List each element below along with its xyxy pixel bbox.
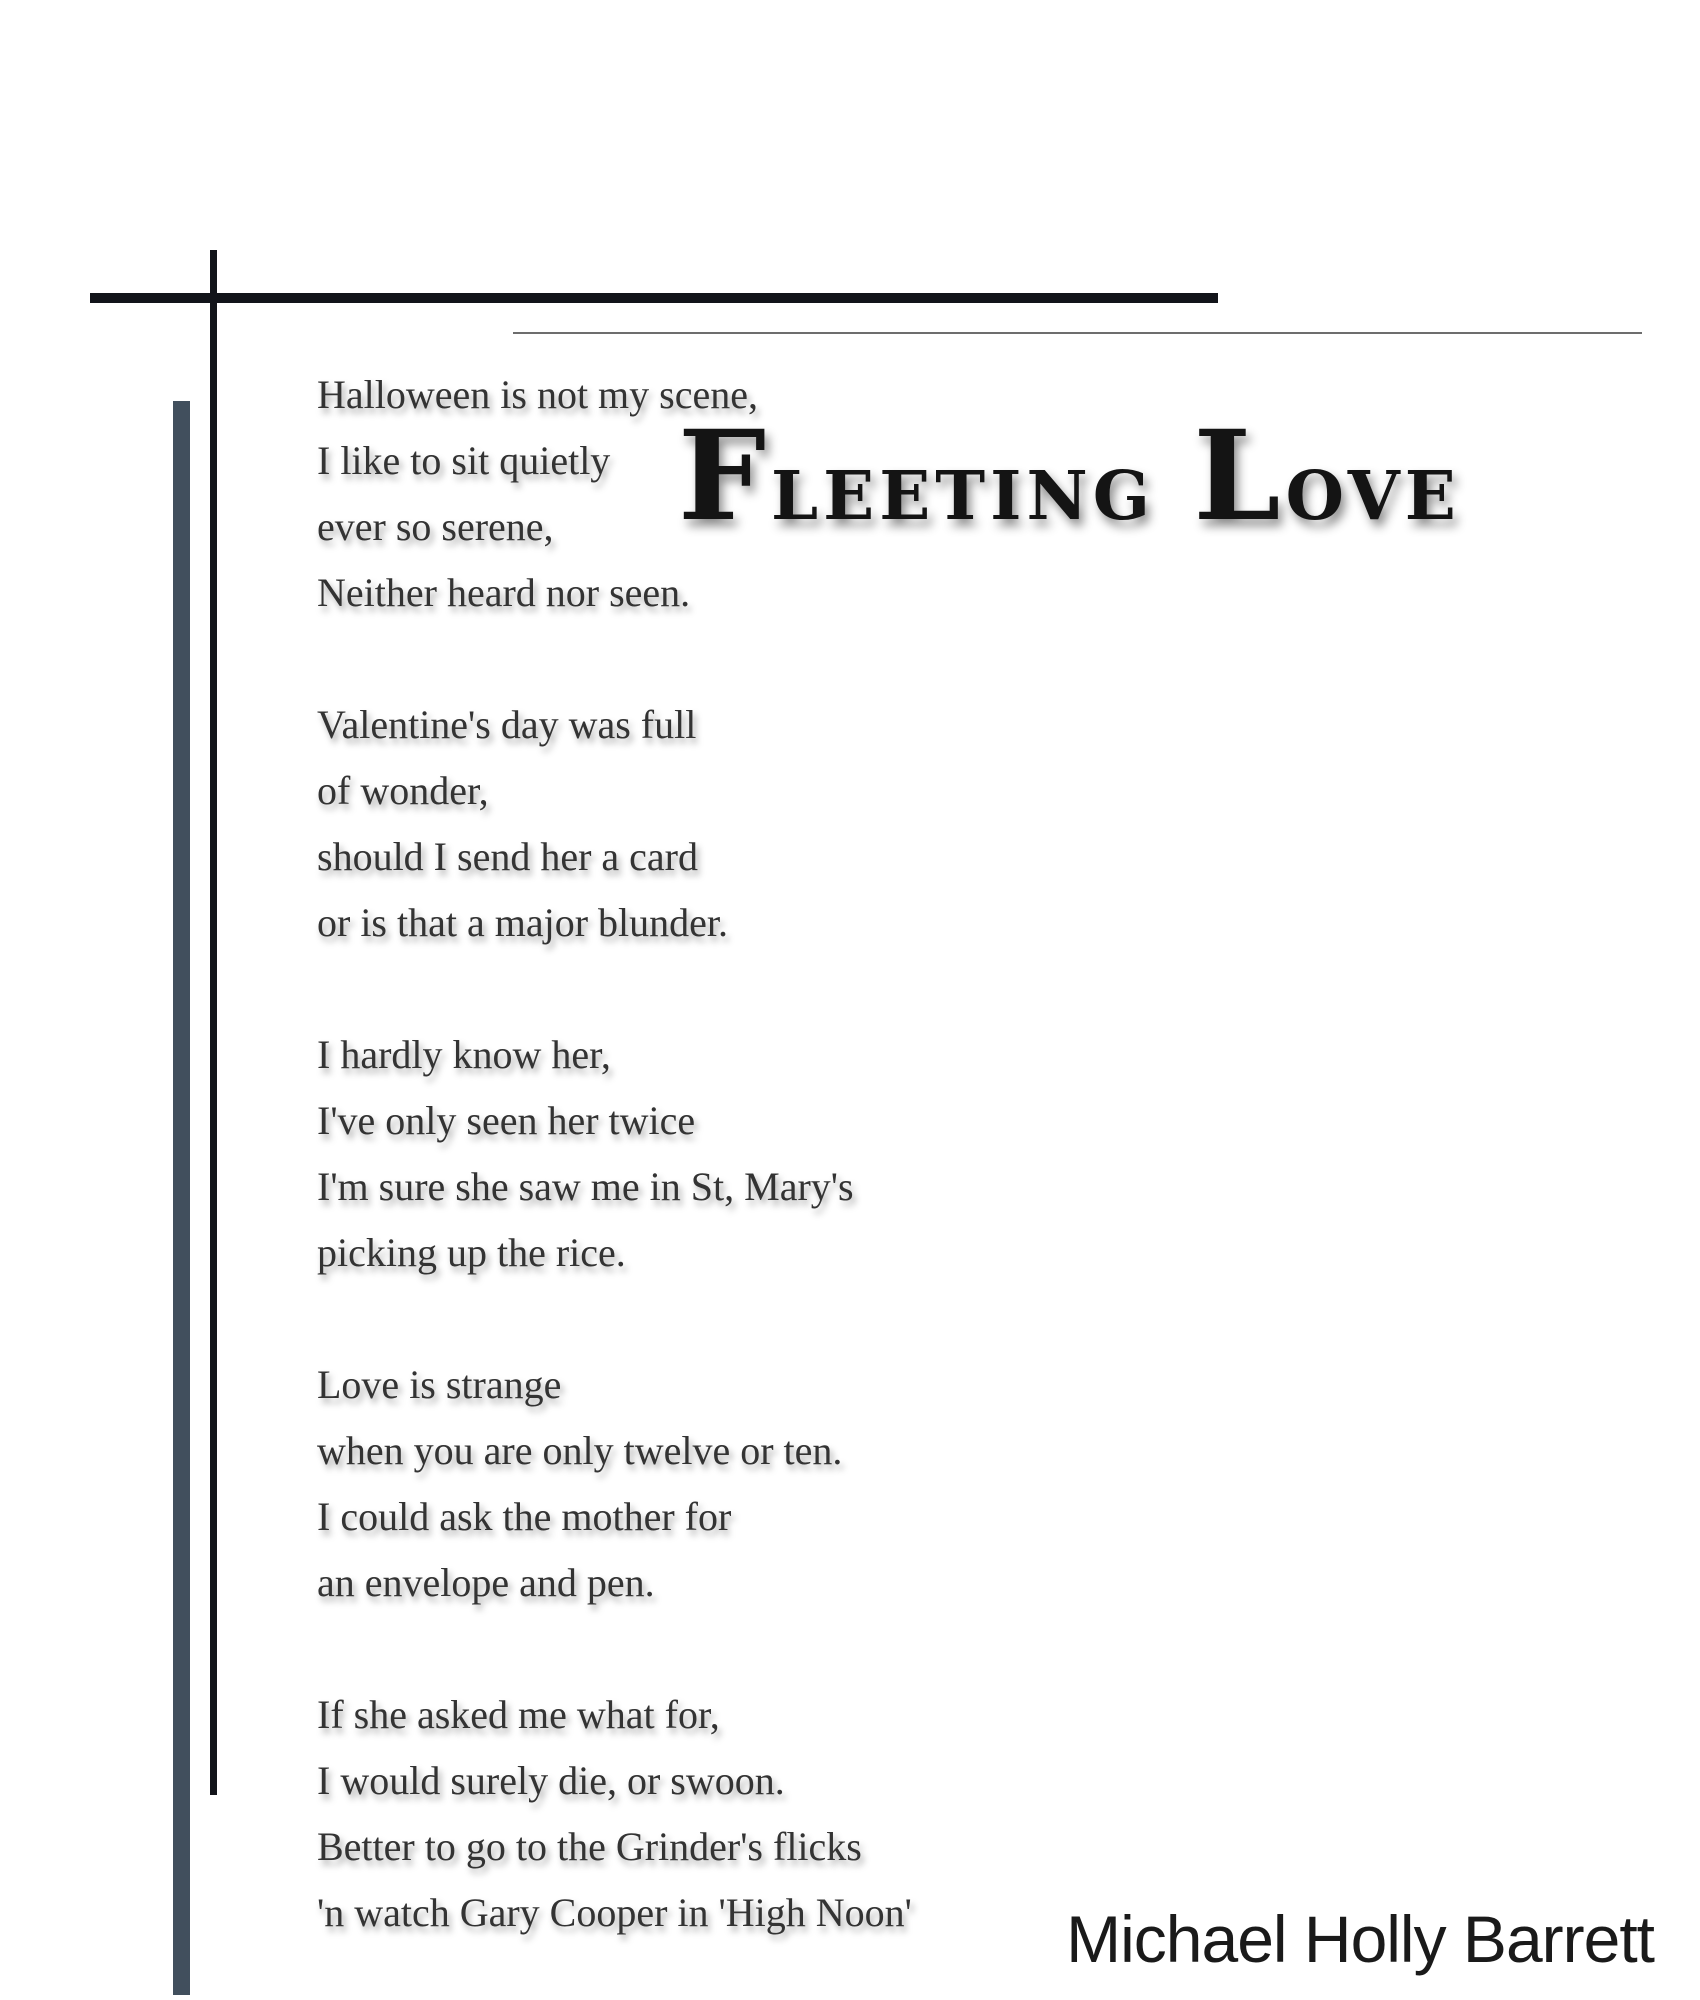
title-word-rest-1: leeting [771, 429, 1155, 542]
title-initial-f: F [678, 404, 772, 549]
decorative-rule-vertical-slate [173, 401, 190, 1995]
poem-line: I would surely die, or swoon. [317, 1758, 785, 1803]
poem-line: an envelope and pen. [317, 1560, 655, 1605]
title-initial-l: L [1193, 404, 1286, 549]
poem-line: If she asked me what for, [317, 1692, 720, 1737]
poem-line: I could ask the mother for [317, 1494, 732, 1539]
decorative-rule-horizontal-thick [90, 293, 1218, 303]
poem-line: Neither heard nor seen. [317, 570, 691, 615]
poem-line: I hardly know her, [317, 1032, 611, 1077]
poem-line: or is that a major blunder. [317, 900, 729, 945]
poem-body [317, 362, 912, 1946]
poem-line: Love is strange [317, 1362, 562, 1407]
poem-line: ever so serene, [317, 504, 554, 549]
poem-line: of wonder, [317, 768, 489, 813]
poem-line: when you are only twelve or ten. [317, 1428, 843, 1473]
poem-line: Better to go to the Grinder's flicks [317, 1824, 862, 1869]
decorative-rule-vertical-dark [210, 250, 217, 1795]
poem-line: I've only seen her twice [317, 1098, 696, 1143]
poem-line: I'm sure she saw me in St, Mary's [317, 1164, 854, 1209]
title-word-rest-2: ove [1285, 429, 1461, 542]
poem-line: should I send her a card [317, 834, 698, 879]
stanza-1 [317, 362, 912, 626]
stanza-3 [317, 1022, 912, 1286]
stanza-5 [317, 1682, 912, 1946]
stanza-4 [317, 1352, 912, 1616]
poem-line: Halloween is not my scene, [317, 372, 758, 417]
poem-line: Valentine's day was full [317, 702, 697, 747]
decorative-rule-horizontal-thin [513, 332, 1642, 334]
poem-line: I like to sit quietly [317, 438, 611, 483]
stanza-2 [317, 692, 912, 956]
poem-line: picking up the rice. [317, 1230, 626, 1275]
author-signature: Michael Holly Barrett [1066, 1902, 1654, 1976]
poem-line: 'n watch Gary Cooper in 'High Noon' [317, 1890, 912, 1935]
